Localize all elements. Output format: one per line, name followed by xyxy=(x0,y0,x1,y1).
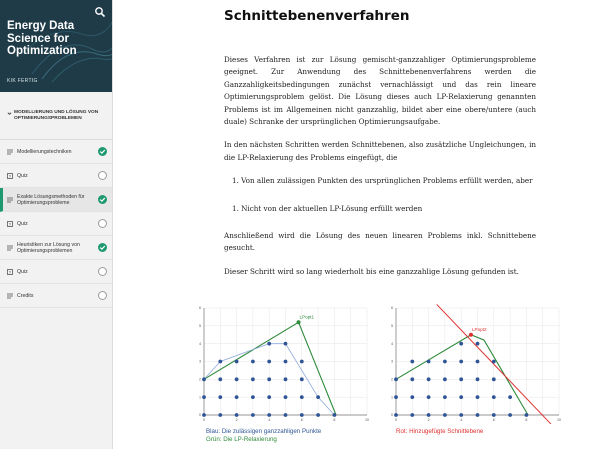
chevron-down-icon xyxy=(7,111,12,116)
y-tick-label: 0 xyxy=(199,413,201,418)
feasible-point xyxy=(443,360,447,364)
feasible-point xyxy=(202,413,206,417)
x-tick-label: 0 xyxy=(395,418,397,422)
nav-item-quiz-2[interactable] xyxy=(0,212,112,236)
svg-text:?: ? xyxy=(8,221,11,227)
caption-red: Rot: Hinzugefügte Schnittebene xyxy=(396,428,484,435)
nav-item-label: Quiz xyxy=(17,172,28,179)
x-tick-label: 10 xyxy=(557,418,561,422)
feasible-point xyxy=(218,395,222,399)
feasible-point xyxy=(316,395,320,399)
section-toggle[interactable] xyxy=(0,92,112,140)
quiz-icon xyxy=(7,173,13,179)
feasible-point xyxy=(235,377,239,381)
quiz-icon xyxy=(7,221,13,227)
feasible-point xyxy=(251,413,255,417)
x-tick-label: 8 xyxy=(525,418,528,422)
course-title-line: Science for xyxy=(7,32,69,45)
y-tick-label: 4 xyxy=(199,341,201,346)
feasible-point xyxy=(267,413,271,417)
course-header xyxy=(0,0,112,92)
feasible-point xyxy=(267,377,271,381)
feasible-point xyxy=(300,360,304,364)
incomplete-circle-icon xyxy=(98,291,107,300)
nav-item-label: Quiz xyxy=(17,220,28,227)
feasible-point xyxy=(300,395,304,399)
course-status: KIK FERTIG xyxy=(7,78,38,84)
feasible-point xyxy=(459,360,463,364)
nav-item-label: Modellierungstechniken xyxy=(17,148,72,155)
y-tick-label: 2 xyxy=(391,377,393,382)
paragraph: Dieser Schritt wird so lang wiederholt bis eine ganzzahlige Lösung gefunden ist. xyxy=(224,266,519,276)
feasible-point xyxy=(427,395,431,399)
feasible-point xyxy=(251,377,255,381)
x-tick-label: 8 xyxy=(333,418,336,422)
feasible-point xyxy=(235,413,239,417)
feasible-point xyxy=(267,360,271,364)
feasible-point xyxy=(410,413,414,417)
quiz-icon xyxy=(7,269,13,275)
cutting-plane-figure xyxy=(192,300,572,449)
feasible-point xyxy=(394,395,398,399)
svg-text:?: ? xyxy=(8,269,11,275)
feasible-point xyxy=(427,413,431,417)
lesson-body xyxy=(224,54,536,289)
caption-blue: Blau: Die zulässigen ganzzahligen Punkte xyxy=(206,428,322,435)
feasible-point xyxy=(218,360,222,364)
lp-relaxation-line xyxy=(204,322,336,415)
chart-cutting-plane xyxy=(384,300,569,430)
nav-item-modellierungstechniken[interactable] xyxy=(0,140,112,164)
sidebar xyxy=(0,0,113,449)
list-item: 1. Nicht von der aktuellen LP-Lösung erfüllt werden xyxy=(232,203,423,213)
y-tick-label: 2 xyxy=(199,377,201,382)
feasible-point xyxy=(443,413,447,417)
feasible-point xyxy=(284,342,288,346)
nav-item-label: Heuristiken zur Lösung von Optimierungsproblemen xyxy=(17,241,80,254)
feasible-point xyxy=(300,413,304,417)
search-icon xyxy=(94,6,106,18)
feasible-point xyxy=(508,395,512,399)
y-tick-label: 5 xyxy=(391,324,393,329)
course-title xyxy=(7,20,77,58)
feasible-point xyxy=(284,413,288,417)
feasible-point xyxy=(427,377,431,381)
lesson-list xyxy=(0,140,112,308)
feasible-point xyxy=(492,377,496,381)
y-tick-label: 5 xyxy=(199,324,201,329)
incomplete-circle-icon xyxy=(98,219,107,228)
feasible-point xyxy=(492,360,496,364)
y-tick-label: 6 xyxy=(199,306,201,311)
feasible-point xyxy=(333,413,337,417)
lesson-icon xyxy=(7,197,13,203)
lp-optimum-point xyxy=(469,333,473,337)
feasible-point xyxy=(218,377,222,381)
nav-item-heuristiken[interactable] xyxy=(0,236,112,260)
lp-relaxation-line xyxy=(396,335,528,415)
feasible-point xyxy=(218,413,222,417)
lesson-content xyxy=(114,0,605,449)
x-tick-label: 6 xyxy=(492,418,495,422)
nav-item-label: Quiz xyxy=(17,268,28,275)
feasible-point xyxy=(202,377,206,381)
feasible-point xyxy=(427,360,431,364)
svg-text:?: ? xyxy=(8,173,11,179)
feasible-point xyxy=(267,395,271,399)
feasible-point xyxy=(492,413,496,417)
figure-caption-right xyxy=(396,428,483,436)
course-title-line: Energy Data xyxy=(7,20,75,32)
course-title-line: Optimization xyxy=(7,45,77,57)
lp-optimum-label: LPopt1 xyxy=(299,314,315,320)
completed-check-icon xyxy=(98,147,107,156)
nav-item-label: Credits xyxy=(17,292,34,299)
y-tick-label: 0 xyxy=(391,413,393,418)
feasible-point xyxy=(443,377,447,381)
figure-caption-left xyxy=(206,428,321,444)
feasible-point xyxy=(300,377,304,381)
x-tick-label: 4 xyxy=(268,418,271,422)
feasible-point xyxy=(251,360,255,364)
feasible-point xyxy=(476,360,480,364)
lesson-icon xyxy=(7,293,13,299)
lp-optimum-label: LPopt2 xyxy=(471,326,487,332)
feasible-point xyxy=(508,413,512,417)
feasible-point xyxy=(410,395,414,399)
nav-item-label: Exakte Lösungsmethoden für Optimierungsprobleme xyxy=(17,193,85,206)
feasible-point xyxy=(410,377,414,381)
caption-green: Grün: Die LP-Relaxierung xyxy=(206,436,277,443)
feasible-point xyxy=(476,377,480,381)
completed-check-icon xyxy=(98,243,107,252)
feasible-point xyxy=(235,360,239,364)
y-tick-label: 1 xyxy=(199,395,201,400)
nav-item-quiz-1[interactable] xyxy=(0,164,112,188)
y-tick-label: 4 xyxy=(391,341,393,346)
section-label: MODELLIERUNG UND LÖSUNG VON OPTIMIERUNGSPROBLEMEN xyxy=(14,110,99,121)
feasible-point xyxy=(394,377,398,381)
y-tick-label: 1 xyxy=(391,395,393,400)
x-tick-label: 2 xyxy=(235,418,238,422)
feasible-point xyxy=(267,342,271,346)
nav-item-quiz-3[interactable] xyxy=(0,260,112,284)
feasible-point xyxy=(443,395,447,399)
feasible-point xyxy=(284,377,288,381)
y-tick-label: 3 xyxy=(199,359,201,364)
feasible-point xyxy=(410,360,414,364)
feasible-point xyxy=(476,413,480,417)
completed-check-icon xyxy=(98,195,107,204)
feasible-point xyxy=(316,413,320,417)
feasible-point xyxy=(459,342,463,346)
incomplete-circle-icon xyxy=(98,267,107,276)
feasible-point xyxy=(284,395,288,399)
x-tick-label: 2 xyxy=(427,418,430,422)
feasible-point xyxy=(394,413,398,417)
paragraph: Anschließend wird die Lösung des neuen linearen Problems inkl. Schnittebene gesucht. xyxy=(224,231,536,253)
x-tick-label: 10 xyxy=(365,418,369,422)
page-title: Schnittebenenverfahren xyxy=(224,8,410,24)
feasible-point xyxy=(476,395,480,399)
chart-lp-relaxation xyxy=(192,300,377,430)
criteria-list xyxy=(232,175,536,215)
feasible-point xyxy=(492,395,496,399)
lesson-icon xyxy=(7,245,13,251)
nav-item-exakte-loesungsmethoden[interactable] xyxy=(0,188,112,212)
x-tick-label: 0 xyxy=(203,418,205,422)
feasible-point xyxy=(459,377,463,381)
search-button[interactable] xyxy=(94,5,106,17)
incomplete-circle-icon xyxy=(98,171,107,180)
feasible-point xyxy=(202,395,206,399)
list-item: 1. Von allen zulässigen Punkten des ursprünglichen Problems erfüllt werden, aber xyxy=(232,176,533,186)
feasible-point xyxy=(251,395,255,399)
paragraph: Dieses Verfahren ist zur Lösung gemischt-ganzzahliger Optimierungsprobleme geeignet. Zur Anwendung des Schnittebenenverfahrens werden die Ganzzahligkeitsbedingungen zunächst vernachlässigt und das rein lineare Optimierungsproblem gelöst. Die Lösung dieses auch LP-Relaxierung genannten Problems ist im Allgemeinen nicht ganzzahlig, bildet aber eine obere/untere (auch duale) Schranke der ursprünglichen Optimierungsaufgabe. xyxy=(224,55,536,127)
lesson-icon xyxy=(7,149,13,155)
x-tick-label: 6 xyxy=(300,418,303,422)
feasible-point xyxy=(459,413,463,417)
feasible-point xyxy=(476,342,480,346)
paragraph: In den nächsten Schritten werden Schnittebenen, also zusätzliche Ungleichungen, in die LP-Relaxierung des Problems eingefügt, die xyxy=(224,140,536,162)
feasible-point xyxy=(284,360,288,364)
feasible-point xyxy=(525,413,529,417)
lp-optimum-point xyxy=(297,320,301,324)
feasible-point xyxy=(235,395,239,399)
y-tick-label: 6 xyxy=(391,306,393,311)
y-tick-label: 3 xyxy=(391,359,393,364)
nav-item-credits[interactable] xyxy=(0,284,112,308)
feasible-point xyxy=(459,395,463,399)
x-tick-label: 4 xyxy=(460,418,463,422)
